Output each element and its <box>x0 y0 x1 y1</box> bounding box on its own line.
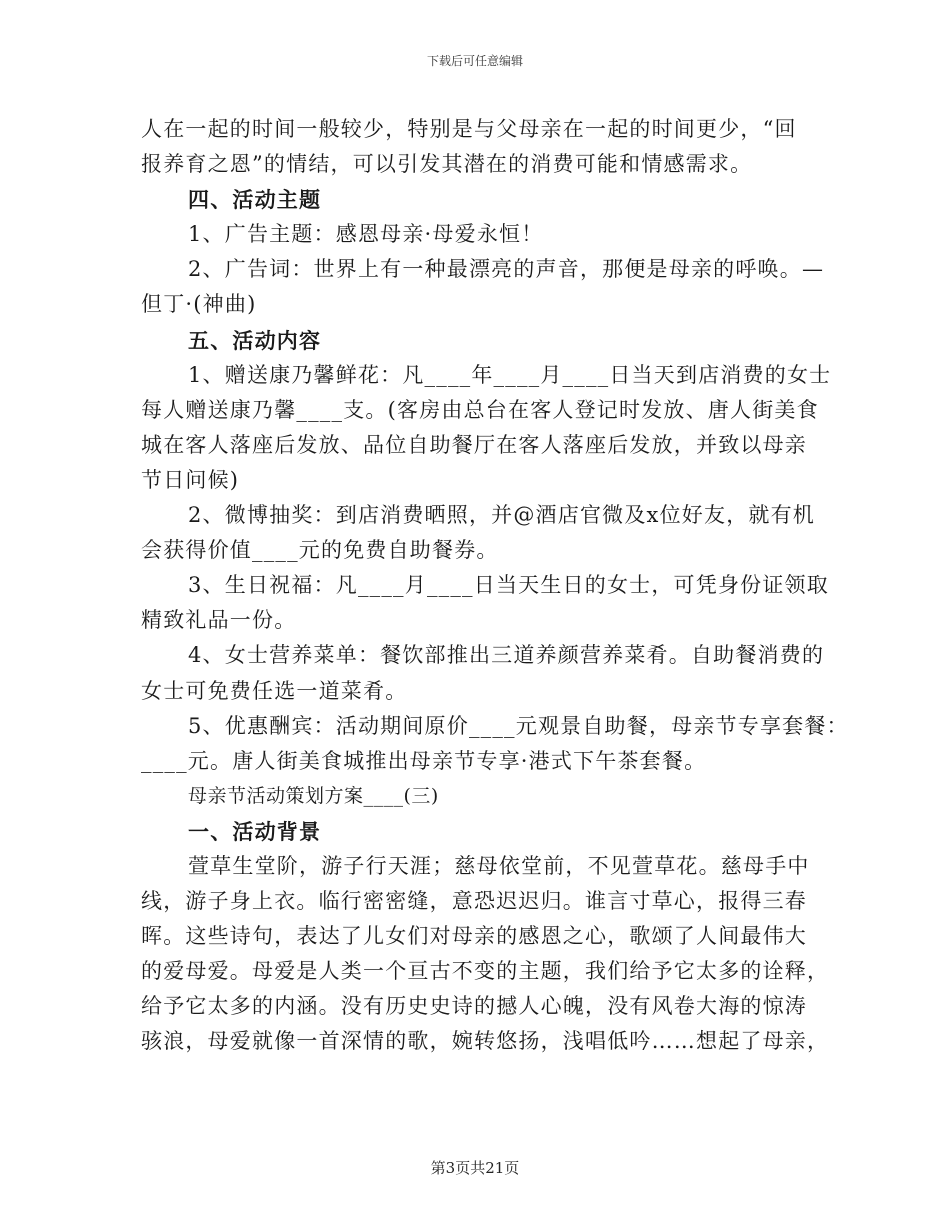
paragraph-line: 晖。这些诗句，表达了儿女们对母亲的感恩之心，歌颂了人间最伟大 <box>141 924 807 949</box>
paragraph-line: 3、生日祝福：凡____月____日当天生日的女士，可凭身份证领取 <box>188 573 829 598</box>
paragraph-line: 4、女士营养菜单：餐饮部推出三道养颜营养菜肴。自助餐消费的 <box>188 643 825 668</box>
section-heading: 一、活动背景 <box>188 818 322 844</box>
page-header: 下载后可任意编辑 <box>426 54 523 68</box>
paragraph-line: ____元。唐人街美食城推出母亲节专享·港式下午茶套餐。 <box>141 748 707 773</box>
paragraph-line: 但丁·(神曲) <box>141 292 257 317</box>
paragraph-line: 线，游子身上衣。临行密密缝，意恐迟迟归。谁言寸草心，报得三春 <box>141 889 807 914</box>
section-heading: 四、活动主题 <box>188 187 322 213</box>
paragraph-line: 2、微博抽奖：到店消费晒照，并@酒店官微及x位好友，就有机 <box>188 503 816 528</box>
paragraph-line: 骇浪，母爱就像一首深情的歌，婉转悠扬，浅唱低吟……想起了母亲， <box>141 1029 830 1054</box>
paragraph-line: 城在客人落座后发放、品位自助餐厅在客人落座后发放，并致以母亲 <box>141 432 807 457</box>
subdocument-title: 母亲节活动策划方案____(三) <box>188 784 439 807</box>
paragraph-line: 萱草生堂阶，游子行天涯；慈母依堂前，不见萱草花。慈母手中 <box>188 853 810 878</box>
paragraph-line: 1、广告主题：感恩母亲·母爱永恒！ <box>188 222 544 247</box>
paragraph-line: 1、赠送康乃馨鲜花：凡____年____月____日当天到店消费的女士 <box>188 362 832 387</box>
paragraph-line: 给予它太多的内涵。没有历史史诗的撼人心魄，没有风卷大海的惊涛 <box>141 994 807 1019</box>
paragraph-line: 2、广告词：世界上有一种最漂亮的声音，那便是母亲的呼唤。— <box>188 257 825 282</box>
document-body <box>141 112 849 1060</box>
paragraph-line: 精致礼品一份。 <box>141 608 297 633</box>
paragraph-line: 节日问候) <box>141 467 240 492</box>
paragraph-line: 5、优惠酬宾：活动期间原价____元观景自助餐，母亲节专享套餐： <box>188 713 849 738</box>
paragraph-line: 会获得价值____元的免费自助餐券。 <box>141 538 499 563</box>
page-footer: 第3页共21页 <box>430 1159 520 1177</box>
paragraph-line: 的爱母爱。母爱是人类一个亘古不变的主题，我们给予它太多的诠释， <box>141 959 830 984</box>
paragraph-line: 人在一起的时间一般较少，特别是与父母亲在一起的时间更少，“回 <box>141 117 797 141</box>
section-heading: 五、活动内容 <box>188 327 322 353</box>
paragraph-line: 报养育之恩”的情结，可以引发其潜在的消费可能和情感需求。 <box>141 152 753 177</box>
paragraph-line: 每人赠送康乃馨____支。(客房由总台在客人登记时发放、唐人街美食 <box>141 397 819 422</box>
paragraph-line: 女士可免费任选一道菜肴。 <box>141 678 408 703</box>
